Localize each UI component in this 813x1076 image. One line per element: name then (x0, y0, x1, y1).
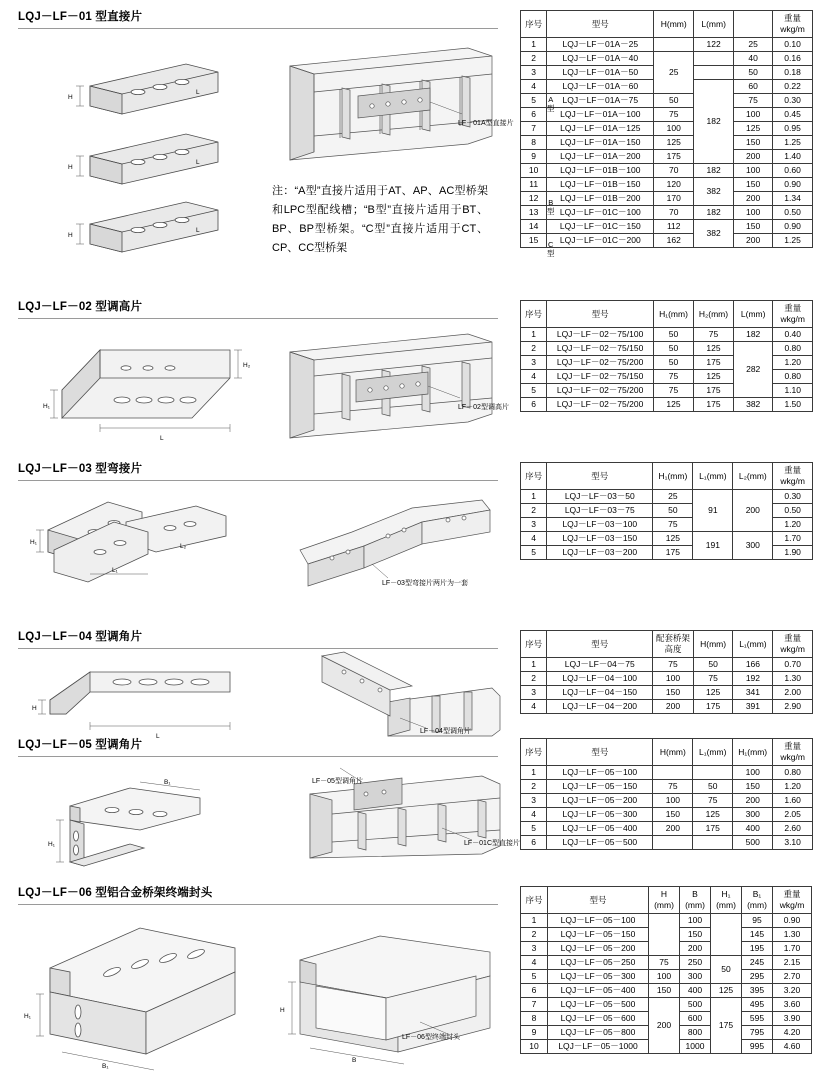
svg-text:L: L (160, 435, 164, 442)
table-row: 2 LQJ－LF－01A－40 25 40 0.16 (521, 52, 813, 66)
th-h: H(mm) (654, 11, 694, 38)
figure-lf-01-left (60, 48, 260, 268)
th-seq: 序号 (521, 887, 548, 914)
table-row: 1 LQJ－LF－03－50 25 91 200 0.30 (521, 490, 813, 504)
callout-lf-03: LF－03型弯接片两片为一套 (382, 580, 468, 587)
section-title-lf-06: LQJ－LF－06 型铝合金桥架终端封头 (18, 887, 213, 899)
th-h2: H₂(mm) (693, 301, 733, 328)
table-lf-01 (520, 10, 813, 248)
svg-text:H₁: H₁ (43, 403, 50, 410)
th-weight: 重量 wkg/m (773, 301, 813, 328)
section-title-lf-01: LQJ－LF－01 型直接片 (18, 11, 143, 23)
svg-text:B₁: B₁ (102, 1063, 109, 1070)
table-row: 7 LQJ－LF－05－500 200 500 175 495 3.60 (521, 998, 812, 1012)
figure-lf-06-right (280, 916, 505, 1066)
table-row: 3 LQJ－LF－02－75/200 50 175 1.20 (521, 356, 813, 370)
table-row: 3 LQJ－LF－04－150 150 125 341 2.00 (521, 686, 813, 700)
table-row: 1 LQJ－LF－05－100 100 95 0.90 (521, 914, 812, 928)
table-row: 1 LQJ－LF－04－75 75 50 166 0.70 (521, 658, 813, 672)
tbody-lf-01 (521, 38, 813, 248)
figure-lf-06-left (20, 912, 250, 1072)
th-h: H (mm) (649, 887, 680, 914)
group-label-c: C 型 (547, 240, 555, 258)
table-row: 6 LQJ－LF－01A－100 75 100 0.45 (521, 108, 813, 122)
th-model: 型号 (548, 887, 649, 914)
th-h1: H₁(mm) (654, 301, 694, 328)
svg-text:H: H (32, 705, 37, 712)
svg-text:H: H (280, 1007, 285, 1014)
th-l2: L₂(mm) (733, 463, 773, 490)
table-row: 5 LQJ－LF－05－300 100 300 295 2.70 (521, 970, 812, 984)
th-weight: 重量 wkg/m (773, 887, 812, 914)
table-row: 2 LQJ－LF－04－100 100 75 192 1.30 (521, 672, 813, 686)
th-model: 型号 (547, 463, 653, 490)
table-row: 9 LQJ－LF－05－800 800 795 4.20 (521, 1026, 812, 1040)
callout-lf-04: LF－04型调角片 (420, 728, 471, 735)
svg-text:L: L (196, 159, 200, 166)
th-b: B (mm) (680, 887, 711, 914)
table-lf-02 (520, 300, 813, 412)
figure-lf-01-right (280, 40, 514, 175)
th-model: 型号 (547, 739, 653, 766)
table-row: 2 LQJ－LF－03－75 50 0.50 (521, 504, 813, 518)
table-lf-05 (520, 738, 813, 850)
th-h1: H₁ (mm) (711, 887, 742, 914)
table-row: 11 LQJ－LF－01B－150 120 382 150 0.90 (521, 178, 813, 192)
table-row: 8 LQJ－LF－05－600 600 595 3.90 (521, 1012, 812, 1026)
table-row: 2 LQJ－LF－05－150 75 50 150 1.20 (521, 780, 813, 794)
table-row: 15 LQJ－LF－01C－200 162 200 1.25 (521, 234, 813, 248)
table-row: 5 LQJ－LF－01A－75 50 75 0.30 (521, 94, 813, 108)
table-row: 3 LQJ－LF－05－200 100 75 200 1.60 (521, 794, 813, 808)
th-seq: 序号 (521, 11, 547, 38)
table-row: 4 LQJ－LF－05－300 150 125 300 2.05 (521, 808, 813, 822)
table-row: 5 LQJ－LF－02－75/200 75 175 1.10 (521, 384, 813, 398)
note-lf-01: 注：“A型”直接片适用于AT、AP、AC型桥架和LPC型配线槽；“B型”直接片适用于BT、BP、BP型桥架。“C型”直接片适用于CT、CP、CC型桥架 (272, 185, 488, 254)
callout-lf-06: LF－06型终端封头 (402, 1034, 460, 1041)
table-row: 6 LQJ－LF－05－500 500 3.10 (521, 836, 813, 850)
table-row: 6 LQJ－LF－02－75/200 125 175 382 1.50 (521, 398, 813, 412)
table-row: 10 LQJ－LF－01B－100 70 182 100 0.60 (521, 164, 813, 178)
table-row: 9 LQJ－LF－01A－200 175 200 1.40 (521, 150, 813, 164)
svg-text:H₁: H₁ (24, 1013, 31, 1020)
th-l1: L₁(mm) (733, 631, 773, 658)
th-bracket-height: 配套桥架 高度 (653, 631, 693, 658)
figure-lf-04-right (292, 646, 502, 741)
table-row: 1 LQJ－LF－02－75/100 50 75 182 0.40 (521, 328, 813, 342)
th-seq: 序号 (521, 301, 547, 328)
figure-lf-05-left (40, 770, 240, 880)
table-row: 4 LQJ－LF－04－200 200 175 391 2.90 (521, 700, 813, 714)
svg-text:H: H (68, 164, 73, 171)
svg-text:L: L (196, 227, 200, 234)
th-seq: 序号 (521, 631, 547, 658)
svg-text:H₁: H₁ (30, 539, 37, 546)
th-weight (773, 11, 813, 38)
th-blank (734, 11, 773, 38)
table-row: 4 LQJ－LF－03－150 125 191 300 1.70 (521, 532, 813, 546)
table-row: 10 LQJ－LF－05－1000 1000 995 4.60 (521, 1040, 812, 1054)
divider (18, 28, 498, 29)
table-row: 12 LQJ－LF－01B－200 170 200 1.34 (521, 192, 813, 206)
table-row: 1 LQJ－LF－05－100 100 0.80 (521, 766, 813, 780)
th-weight-top: 重量 (784, 13, 802, 23)
svg-text:L₂: L₂ (180, 543, 187, 550)
figure-lf-03-right (292, 486, 502, 596)
th-seq: 序号 (521, 739, 547, 766)
table-row: 8 LQJ－LF－01A－150 125 150 1.25 (521, 136, 813, 150)
th-model: 型号 (547, 301, 654, 328)
th-model: 型号 (547, 631, 653, 658)
callout-lf-05a: LF－05型调角片 (312, 778, 363, 785)
figure-lf-03-left (30, 488, 250, 598)
figure-lf-04-left (30, 658, 250, 748)
th-h: H(mm) (653, 739, 693, 766)
divider (18, 480, 498, 481)
table-row: 2 LQJ－LF－02－75/150 50 125 282 0.80 (521, 342, 813, 356)
th-h1: H₁(mm) (653, 463, 693, 490)
table-row: 1 LQJ－LF－01A－25 122 25 0.10 (521, 38, 813, 52)
section-title-lf-03: LQJ－LF－03 型弯接片 (18, 463, 143, 475)
th-weight: 重量 wkg/m (773, 631, 813, 658)
th-weight-bot: wkg/m (780, 24, 805, 34)
group-label-b: B 型 (547, 198, 555, 216)
figure-lf-02-left (40, 328, 260, 448)
th-l1: L₁(mm) (693, 463, 733, 490)
table-lf-04 (520, 630, 813, 714)
th-model: 型号 (547, 11, 654, 38)
th-h: H(mm) (693, 631, 733, 658)
section-title-lf-04: LQJ－LF－04 型调角片 (18, 631, 143, 643)
th-l: L(mm) (694, 11, 734, 38)
table-row: 2 LQJ－LF－05－150 150 145 1.30 (521, 928, 812, 942)
table-row: 7 LQJ－LF－01A－125 100 125 0.95 (521, 122, 813, 136)
svg-text:L₁: L₁ (112, 567, 118, 574)
table-lf-03 (520, 462, 813, 560)
th-h1: H₁(mm) (733, 739, 773, 766)
table-row: 4 LQJ－LF－01A－60 182 60 0.22 (521, 80, 813, 94)
divider (18, 318, 498, 319)
section-title-lf-02: LQJ－LF－02 型调高片 (18, 301, 143, 313)
callout-lf-05b: LF－01C型直接片 (464, 840, 521, 847)
svg-text:H₂: H₂ (243, 362, 251, 369)
callout-lf-01a: LF－01A型直接片 (458, 120, 514, 127)
svg-text:H: H (68, 94, 73, 101)
divider (18, 904, 498, 905)
th-weight: 重量 wkg/m (773, 463, 813, 490)
table-row: 3 LQJ－LF－05－200 200 195 1.70 (521, 942, 812, 956)
figure-lf-02-right (280, 322, 509, 442)
th-weight: 重量 wkg/m (773, 739, 813, 766)
svg-text:H₁: H₁ (48, 841, 55, 848)
table-row: 3 LQJ－LF－03－100 75 1.20 (521, 518, 813, 532)
section-title-lf-05: LQJ－LF－05 型调角片 (18, 739, 143, 751)
callout-lf-02: LF－02型调高片 (458, 404, 509, 411)
svg-text:L: L (156, 733, 160, 740)
table-lf-06 (520, 886, 812, 1054)
table-row: 13 LQJ－LF－01C－100 70 182 100 0.50 (521, 206, 813, 220)
table-row: 14 LQJ－LF－01C－150 112 382 150 0.90 (521, 220, 813, 234)
th-b1: B₁ (mm) (742, 887, 773, 914)
table-row: 6 LQJ－LF－05－400 150 400 125 395 3.20 (521, 984, 812, 998)
svg-text:B: B (352, 1057, 357, 1064)
th-l1: L₁(mm) (693, 739, 733, 766)
svg-text:B₁: B₁ (164, 779, 171, 786)
group-label-a: A 型 (547, 95, 555, 113)
table-row: 5 LQJ－LF－03－200 175 1.90 (521, 546, 813, 560)
th-l: L(mm) (733, 301, 773, 328)
figure-lf-05-right (292, 754, 521, 864)
svg-text:L: L (196, 89, 200, 96)
table-row: 3 LQJ－LF－01A－50 50 0.18 (521, 66, 813, 80)
table-row: 4 LQJ－LF－05－250 75 250 50 245 2.15 (521, 956, 812, 970)
th-seq: 序号 (521, 463, 547, 490)
table-row: 5 LQJ－LF－05－400 200 175 400 2.60 (521, 822, 813, 836)
table-row: 4 LQJ－LF－02－75/150 75 125 0.80 (521, 370, 813, 384)
svg-text:H: H (68, 232, 73, 239)
